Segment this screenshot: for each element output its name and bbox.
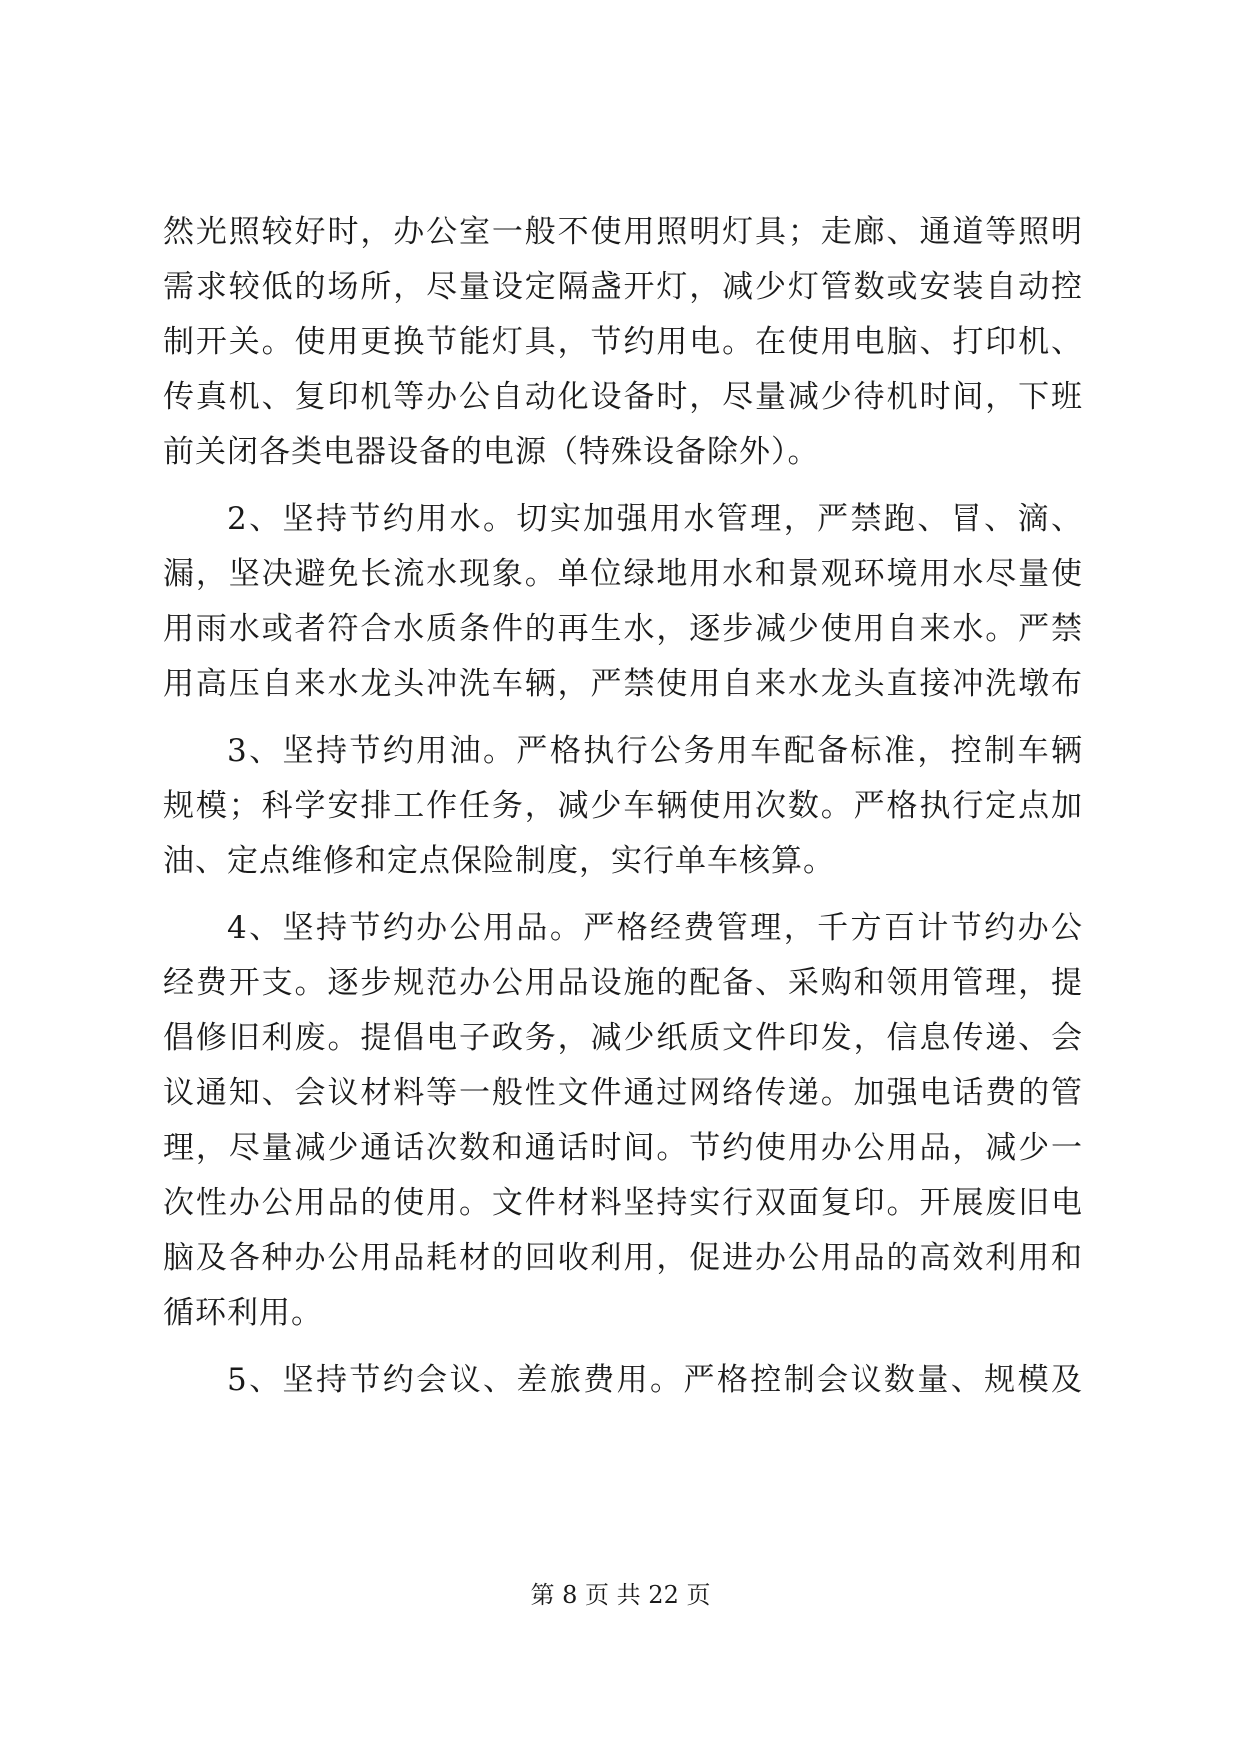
text-line: 循环利用。 — [163, 1295, 323, 1331]
text-line: 油、定点维修和定点保险制度，实行单车核算。 — [163, 843, 835, 879]
text-line: 理，尽量减少通话次数和通话时间。节约使用办公用品，减少一 — [163, 1130, 1083, 1166]
text-line: 前关闭各类电器设备的电源（特殊设备除外）。 — [163, 434, 820, 470]
text-line: 经费开支。逐步规范办公用品设施的配备、采购和领用管理，提 — [163, 965, 1083, 1001]
text-line: 然光照较好时，办公室一般不使用照明灯具；走廊、通道等照明 — [163, 214, 1083, 250]
paragraph-5-start: 5、坚持节约会议、差旅费用。严格控制会议数量、规模及 — [227, 1362, 1083, 1398]
text-line: 次性办公用品的使用。文件材料坚持实行双面复印。开展废旧电 — [163, 1185, 1083, 1221]
paragraph-4-start: 4、坚持节约办公用品。严格经费管理，千方百计节约办公 — [227, 910, 1083, 946]
paragraph-2-start: 2、坚持节约用水。切实加强用水管理，严禁跑、冒、滴、 — [227, 501, 1083, 537]
text-line: 用高压自来水龙头冲洗车辆，严禁使用自来水龙头直接冲洗墩布 — [163, 666, 1083, 702]
text-line: 规模；科学安排工作任务，减少车辆使用次数。严格执行定点加 — [163, 788, 1083, 824]
text-line: 漏，坚决避免长流水现象。单位绿地用水和景观环境用水尽量使 — [163, 556, 1083, 592]
text-line: 传真机、复印机等办公自动化设备时，尽量减少待机时间，下班 — [163, 379, 1083, 415]
paragraph-3-start: 3、坚持节约用油。严格执行公务用车配备标准，控制车辆 — [227, 733, 1083, 769]
text-line: 倡修旧利废。提倡电子政务，减少纸质文件印发，信息传递、会 — [163, 1020, 1083, 1056]
page-number-footer: 第 8 页 共 22 页 — [530, 1581, 711, 1609]
text-line: 用雨水或者符合水质条件的再生水，逐步减少使用自来水。严禁 — [163, 611, 1083, 647]
text-line: 制开关。使用更换节能灯具，节约用电。在使用电脑、打印机、 — [163, 324, 1083, 360]
text-line: 需求较低的场所，尽量设定隔盏开灯，减少灯管数或安装自动控 — [163, 269, 1083, 305]
text-line: 议通知、会议材料等一般性文件通过网络传递。加强电话费的管 — [163, 1075, 1083, 1111]
text-line: 脑及各种办公用品耗材的回收利用，促进办公用品的高效利用和 — [163, 1240, 1083, 1276]
